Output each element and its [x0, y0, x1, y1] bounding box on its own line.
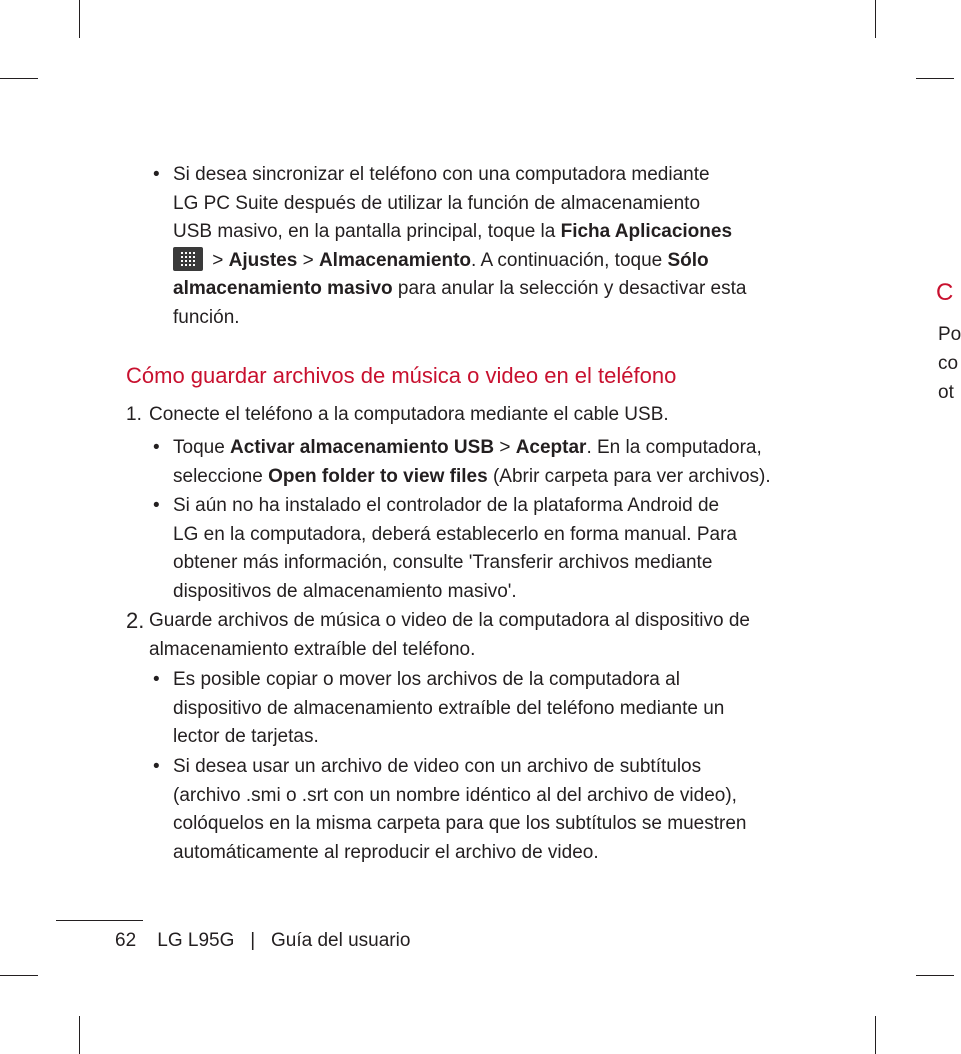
- bullet-mark: •: [153, 437, 160, 458]
- page-number: 62: [115, 930, 137, 951]
- footer-rule: [56, 920, 143, 921]
- crop-mark: [79, 1016, 80, 1054]
- next-page-text-fragment: co: [938, 353, 959, 374]
- crop-mark: [0, 975, 38, 976]
- guide-title: Guía del usuario: [271, 930, 411, 951]
- crop-mark: [916, 975, 954, 976]
- crop-mark: [79, 0, 80, 38]
- crop-mark: [916, 78, 954, 79]
- bullet-mark: •: [153, 495, 160, 516]
- step-number: 2.: [126, 608, 145, 633]
- bullet-mark: •: [153, 756, 160, 777]
- step-text: Conecte el teléfono a la computadora mediante el cable USB.: [149, 404, 669, 425]
- bullet-mark: •: [153, 669, 160, 690]
- next-page-heading-fragment: C: [936, 279, 954, 306]
- step-text: Guarde archivos de música o video de la computadora al dispositivo de almacenamiento extraíble del teléfono.: [149, 610, 750, 660]
- apps-grid-icon: [173, 247, 203, 271]
- bullet-mark: •: [153, 164, 160, 185]
- footer-separator: |: [250, 930, 256, 951]
- next-page-text-fragment: Po: [938, 324, 961, 345]
- next-page-text-fragment: ot: [938, 382, 954, 403]
- step2-bullet1: Es posible copiar o mover los archivos de la computadora al dispositivo de almacenamiento extraíble del teléfono mediante un lector de tarjetas.: [173, 669, 725, 747]
- intro-paragraph: Si desea sincronizar el teléfono con una computadora mediante LG PC Suite después de utilizar la función de almacenamiento USB masivo, en la pantalla principal, toque la Ficha Aplicaciones > Ajustes > Almacenamiento. A continuación, toque Sólo almacenamiento masivo para anular la selección y desactivar esta función.: [173, 164, 747, 328]
- crop-mark: [0, 78, 38, 79]
- model-name: LG L95G: [157, 930, 235, 951]
- step-number: 1.: [126, 404, 142, 425]
- step1-bullet1: Toque Activar almacenamiento USB > Aceptar. En la computadora, seleccione Open folder to view files (Abrir carpeta para ver archivos).: [173, 437, 771, 487]
- crop-mark: [875, 1016, 876, 1054]
- crop-mark: [875, 0, 876, 38]
- step2-bullet2: Si desea usar un archivo de video con un archivo de subtítulos (archivo .smi o .srt con un nombre idéntico al del archivo de video), colóquelos en la misma carpeta para que los subtítulos se muestren automáticamente al reproducir el archivo de video.: [173, 756, 747, 863]
- step1-bullet2: Si aún no ha instalado el controlador de la plataforma Android de LG en la computadora, deberá establecerlo en forma manual. Para obtener más información, consulte 'Transferir archivos mediante dispositivos de almacenamiento masivo'.: [173, 495, 737, 602]
- page-footer: [115, 930, 410, 952]
- section-heading: Cómo guardar archivos de música o video en el teléfono: [126, 363, 677, 388]
